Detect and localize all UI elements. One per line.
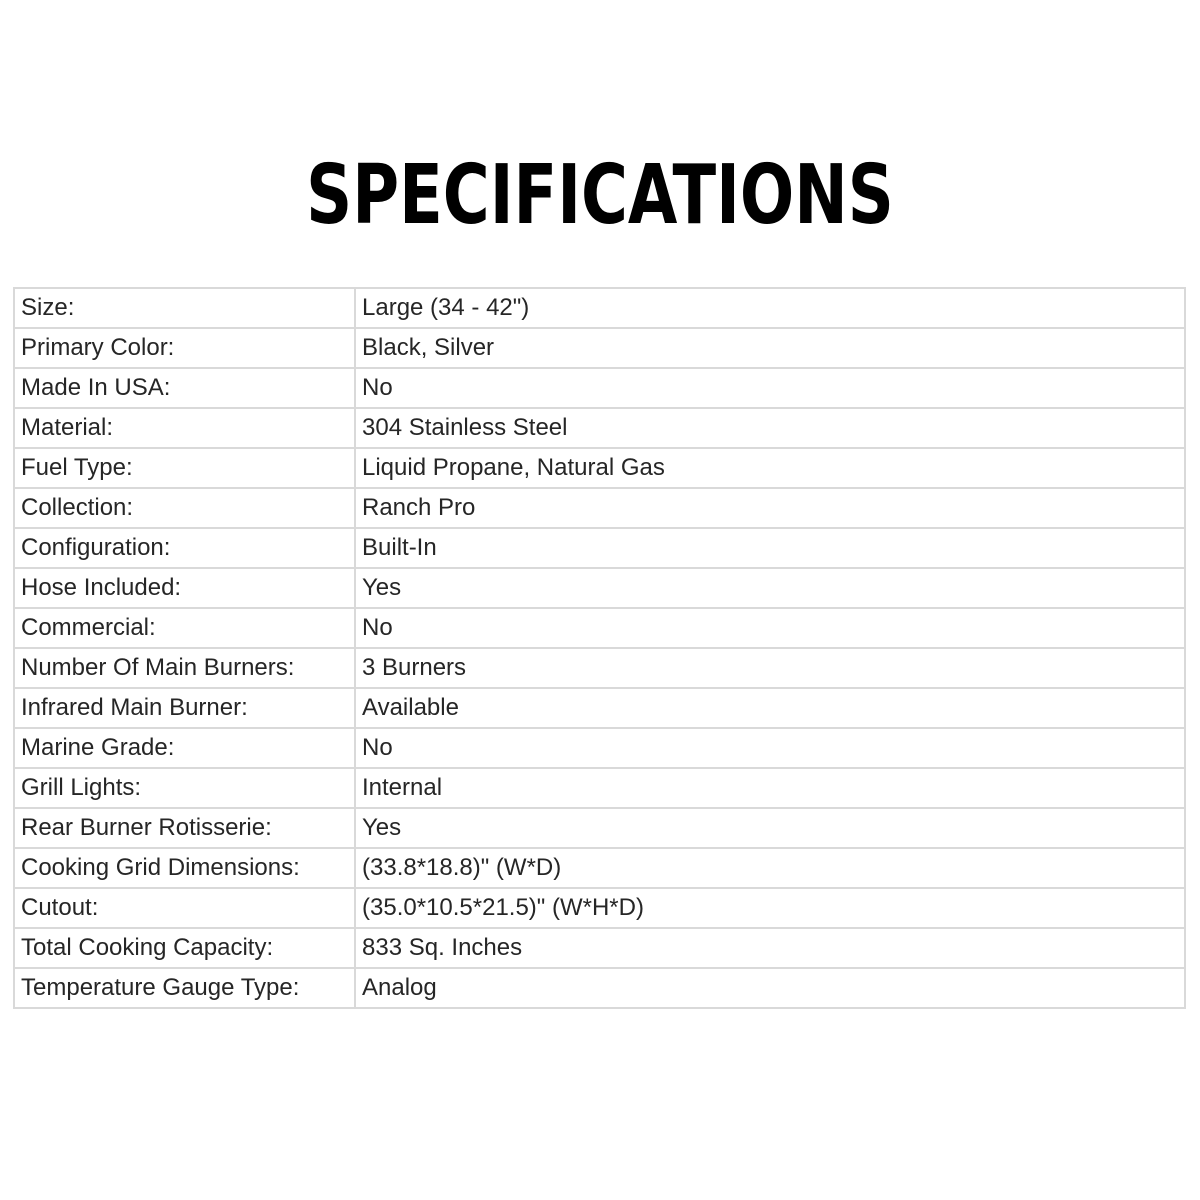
table-row (14, 768, 1185, 808)
spec-value: Yes (355, 568, 1185, 608)
spec-value: Analog (355, 968, 1185, 1008)
spec-value: Large (34 - 42") (355, 288, 1185, 328)
spec-value: (33.8*18.8)" (W*D) (355, 848, 1185, 888)
spec-value: (35.0*10.5*21.5)" (W*H*D) (355, 888, 1185, 928)
spec-value: 3 Burners (355, 648, 1185, 688)
specifications-table (13, 287, 1186, 1009)
spec-label: Temperature Gauge Type: (14, 968, 355, 1008)
spec-label: Total Cooking Capacity: (14, 928, 355, 968)
spec-value: 304 Stainless Steel (355, 408, 1185, 448)
spec-label: Material: (14, 408, 355, 448)
table-row (14, 328, 1185, 368)
spec-label: Number Of Main Burners: (14, 648, 355, 688)
table-row (14, 808, 1185, 848)
table-row (14, 728, 1185, 768)
spec-value: No (355, 728, 1185, 768)
table-row (14, 888, 1185, 928)
table-row (14, 688, 1185, 728)
spec-label: Collection: (14, 488, 355, 528)
spec-label: Infrared Main Burner: (14, 688, 355, 728)
spec-label: Configuration: (14, 528, 355, 568)
spec-value: Available (355, 688, 1185, 728)
spec-value: Built-In (355, 528, 1185, 568)
spec-value: No (355, 608, 1185, 648)
page-title: SPECIFICATIONS (306, 148, 894, 243)
table-row (14, 968, 1185, 1008)
spec-label: Cutout: (14, 888, 355, 928)
spec-value: Yes (355, 808, 1185, 848)
spec-label: Primary Color: (14, 328, 355, 368)
spec-label: Size: (14, 288, 355, 328)
table-row (14, 368, 1185, 408)
spec-label: Hose Included: (14, 568, 355, 608)
spec-label: Commercial: (14, 608, 355, 648)
table-row (14, 488, 1185, 528)
table-row (14, 928, 1185, 968)
spec-label: Made In USA: (14, 368, 355, 408)
spec-value: Internal (355, 768, 1185, 808)
spec-label: Marine Grade: (14, 728, 355, 768)
table-row (14, 608, 1185, 648)
spec-value: Ranch Pro (355, 488, 1185, 528)
table-row (14, 408, 1185, 448)
spec-label: Rear Burner Rotisserie: (14, 808, 355, 848)
spec-label: Fuel Type: (14, 448, 355, 488)
spec-label: Grill Lights: (14, 768, 355, 808)
table-row (14, 648, 1185, 688)
table-row (14, 448, 1185, 488)
spec-value: Liquid Propane, Natural Gas (355, 448, 1185, 488)
spec-value: 833 Sq. Inches (355, 928, 1185, 968)
table-row (14, 528, 1185, 568)
spec-value: No (355, 368, 1185, 408)
spec-label: Cooking Grid Dimensions: (14, 848, 355, 888)
table-row (14, 288, 1185, 328)
table-row (14, 568, 1185, 608)
spec-value: Black, Silver (355, 328, 1185, 368)
table-row (14, 848, 1185, 888)
